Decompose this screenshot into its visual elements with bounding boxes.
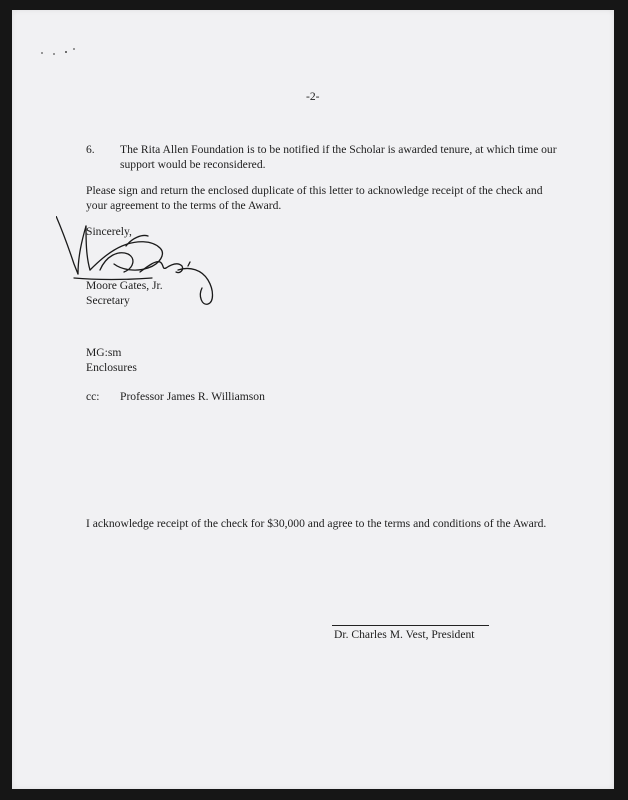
request-line-2: your agreement to the terms of the Award. — [86, 199, 282, 212]
cc-label: cc: — [86, 390, 100, 403]
page-number: -2- — [306, 90, 320, 103]
request-line-1: Please sign and return the enclosed duplicate of this letter to acknowledge receipt of the check and — [86, 184, 543, 197]
countersigner-name: Dr. Charles M. Vest, President — [334, 628, 475, 641]
handwritten-signature — [56, 216, 216, 316]
letter-page — [12, 10, 614, 789]
typist-initials: MG:sm — [86, 346, 122, 359]
signer-name: Moore Gates, Jr. — [86, 279, 163, 292]
closing: Sincerely, — [86, 225, 132, 238]
signature-line — [332, 625, 489, 626]
item-6-line-1: The Rita Allen Foundation is to be notified if the Scholar is awarded tenure, at which time our — [120, 143, 557, 156]
scan-specks — [40, 46, 90, 58]
cc-recipient: Professor James R. Williamson — [120, 390, 265, 403]
enclosures-note: Enclosures — [86, 361, 137, 374]
acknowledgement-statement: I acknowledge receipt of the check for $30,000 and agree to the terms and conditions of the Award. — [86, 517, 547, 530]
item-6-number: 6. — [86, 143, 95, 156]
signer-title: Secretary — [86, 294, 130, 307]
item-6-line-2: support would be reconsidered. — [120, 158, 266, 171]
